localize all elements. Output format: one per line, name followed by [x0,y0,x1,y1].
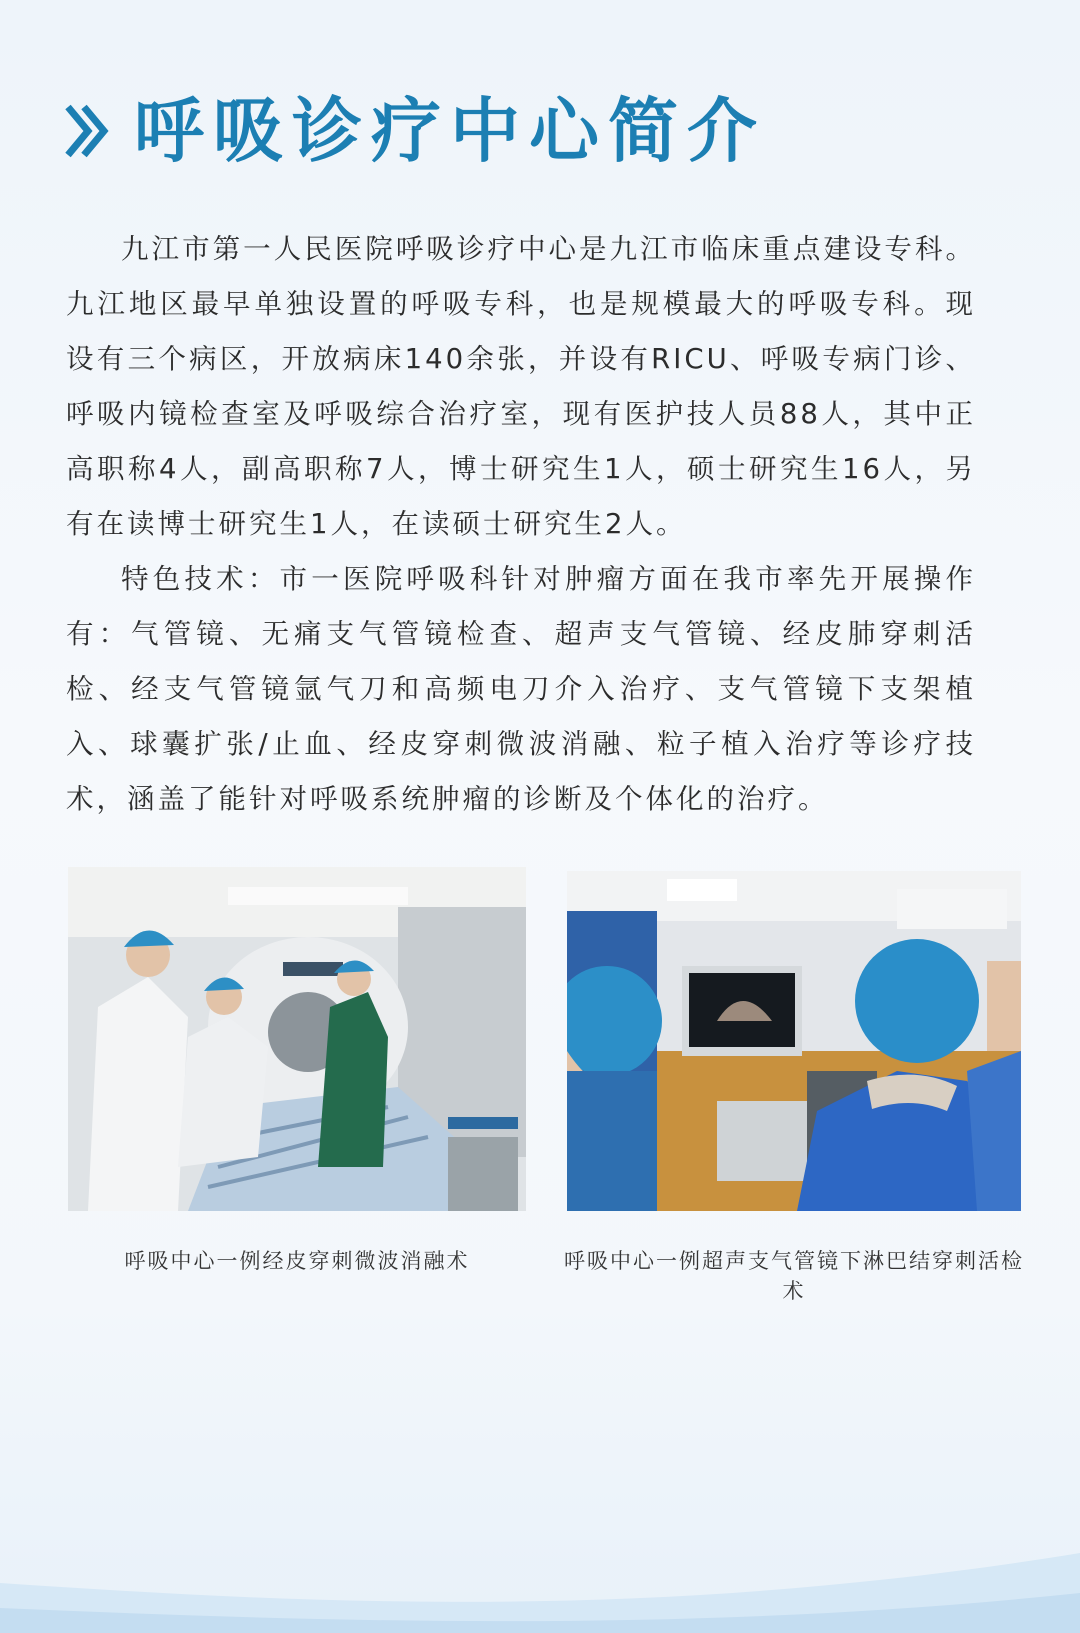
photo-caption: 呼吸中心一例经皮穿刺微波消融术 [124,1249,470,1273]
double-chevron-right-icon [64,101,112,161]
title-row [64,88,766,174]
intro-paragraph: 九江市第一人民医院呼吸诊疗中心是九江市临床重点建设专科。九江地区最早单独设置的呼吸专科，也是规模最大的呼吸专科。现设有三个病区，开放病床140余张，并设有RICU、呼吸专病门诊、呼吸内镜检查室及呼吸综合治疗室，现有医护技人员88人，其中正高职称4人，副高职称7人，博士研究生1人，硕士研究生16人，另有在读博士研究生1人，在读硕士研究生2人。 [66,233,976,540]
page-title: 呼吸诊疗中心简介 [134,90,766,172]
photo-microwave-ablation [68,867,526,1211]
technique-paragraph: 特色技术：市一医院呼吸科针对肿瘤方面在我市率先开展操作有：气管镜、无痛支气管镜检查、超声支气管镜、经皮肺穿刺活检、经支气管镜氩气刀和高频电刀介入治疗、支气管镜下支架植入、球囊扩张/止血、经皮穿刺微波消融、粒子植入治疗等诊疗技术，涵盖了能针对呼吸系统肿瘤的诊断及个体化的治疗。 [66,563,976,815]
photo-caption: 呼吸中心一例超声支气管镜下淋巴结穿刺活检术 [564,1249,1024,1303]
background-wave [0,1433,1080,1633]
intro-text [66,222,976,827]
photo-ebus-biopsy [567,871,1021,1211]
